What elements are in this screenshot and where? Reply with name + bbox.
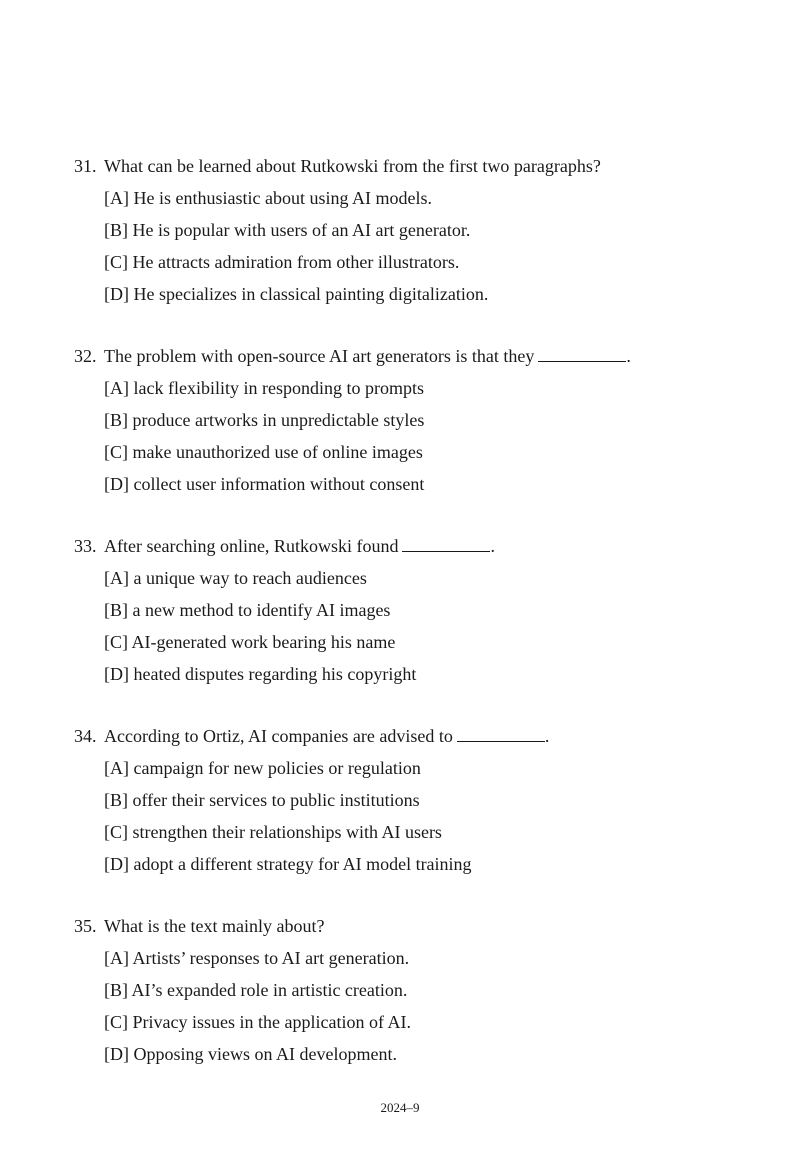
option-list: [104, 757, 774, 875]
option-b: [B] AI’s expanded role in artistic creation.: [104, 980, 408, 1000]
option-c: [C] He attracts admiration from other illustrators.: [104, 252, 460, 272]
option-a: [A] a unique way to reach audiences: [104, 568, 367, 588]
option-d: [D] adopt a different strategy for AI model training: [104, 854, 472, 874]
option-d: [D] Opposing views on AI development.: [104, 1044, 397, 1064]
question-suffix: .: [626, 346, 631, 366]
option-list: [104, 567, 774, 685]
question-stem: [74, 155, 774, 177]
option-c: [C] strengthen their relationships with AI users: [104, 822, 442, 842]
option-b: [B] He is popular with users of an AI art generator.: [104, 220, 471, 240]
option-d: [D] collect user information without consent: [104, 474, 425, 494]
question-stem: [74, 725, 774, 747]
option-a: [A] He is enthusiastic about using AI models.: [104, 188, 432, 208]
question-number: 35.: [74, 916, 97, 936]
option-a: [A] lack flexibility in responding to prompts: [104, 378, 424, 398]
question-text: What is the text mainly about?: [104, 916, 325, 936]
question-number: 31.: [74, 156, 97, 176]
question-31: [74, 155, 774, 315]
question-stem: [74, 345, 774, 367]
option-c: [C] make unauthorized use of online images: [104, 442, 423, 462]
option-c: [C] AI-generated work bearing his name: [104, 632, 396, 652]
question-text: The problem with open-source AI art generators is that they: [104, 346, 535, 366]
question-text: What can be learned about Rutkowski from the first two paragraphs?: [104, 156, 601, 176]
option-d: [D] heated disputes regarding his copyright: [104, 664, 417, 684]
question-number: 33.: [74, 536, 97, 556]
question-33: [74, 535, 774, 695]
option-b: [B] a new method to identify AI images: [104, 600, 391, 620]
option-b: [B] produce artworks in unpredictable styles: [104, 410, 425, 430]
question-32: [74, 345, 774, 505]
question-34: [74, 725, 774, 885]
option-d: [D] He specializes in classical painting digitalization.: [104, 284, 489, 304]
question-text: After searching online, Rutkowski found: [104, 536, 399, 556]
option-b: [B] offer their services to public institutions: [104, 790, 420, 810]
question-stem: [74, 915, 774, 937]
answer-blank: [457, 726, 545, 742]
question-number: 32.: [74, 346, 97, 366]
option-list: [104, 947, 774, 1065]
question-number: 34.: [74, 726, 97, 746]
question-stem: [74, 535, 774, 557]
option-list: [104, 187, 774, 305]
option-c: [C] Privacy issues in the application of AI.: [104, 1012, 411, 1032]
answer-blank: [538, 346, 626, 362]
page-number: 2024–9: [380, 1100, 420, 1115]
question-text: According to Ortiz, AI companies are advised to: [104, 726, 453, 746]
option-list: [104, 377, 774, 495]
option-a: [A] campaign for new policies or regulation: [104, 758, 421, 778]
option-a: [A] Artists’ responses to AI art generation.: [104, 948, 410, 968]
question-suffix: .: [544, 726, 550, 746]
answer-blank: [402, 536, 490, 552]
question-35: [74, 915, 774, 1075]
question-suffix: .: [490, 536, 495, 556]
